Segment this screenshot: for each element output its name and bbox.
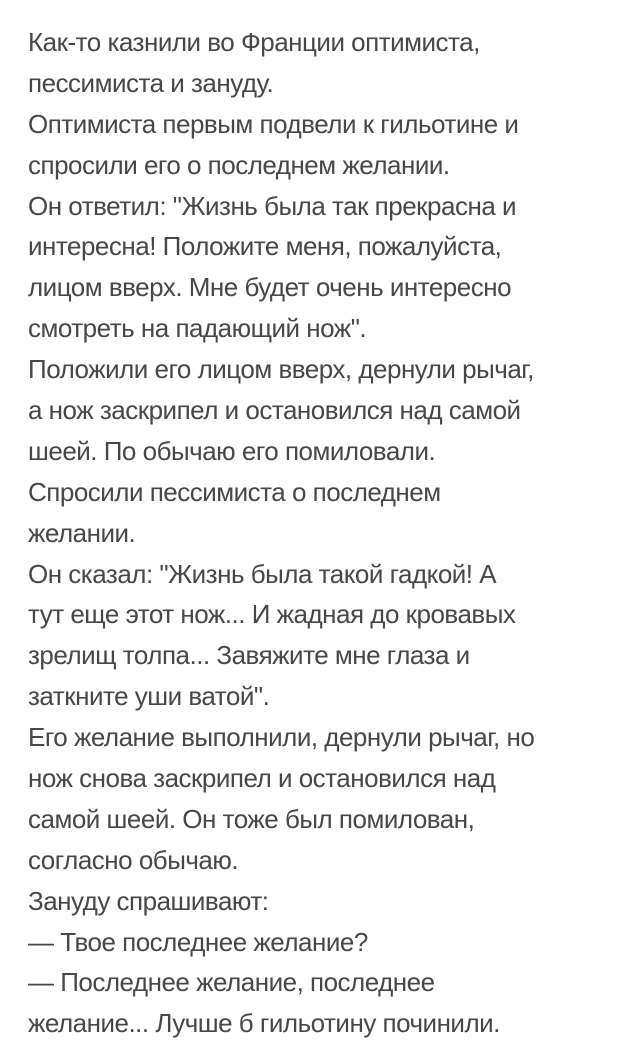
text-line: зрелищ толпа... Завяжите мне глаза и — [28, 640, 470, 671]
text-line: желании. — [28, 517, 136, 548]
text-line: Он сказал: "Жизнь была такой гадкой! А — [28, 558, 497, 589]
text-line: лицом вверх. Мне будет очень интересно — [28, 272, 512, 303]
text-line: нож снова заскрипел и остановился над — [28, 763, 496, 794]
text-line: пессимиста и зануду. — [28, 67, 274, 98]
text-line: интересна! Положите меня, пожалуйста, — [28, 231, 502, 262]
text-line: смотреть на падающий нож". — [28, 313, 367, 344]
text-line: спросили его о последнем желании. — [28, 149, 450, 180]
text-line: шеей. По обычаю его помиловали. — [28, 435, 436, 466]
text-line: согласно обычаю. — [28, 844, 239, 875]
text-line: желание... Лучше б гильотину починили. — [28, 1008, 500, 1039]
text-line: Как-то казнили во Франции оптимиста, — [28, 27, 480, 57]
text-line: Спросили пессимиста о последнем — [28, 476, 441, 507]
text-line: а нож заскрипел и остановился над самой — [28, 395, 521, 426]
text-line: Положили его лицом вверх, дернули рычаг, — [28, 354, 534, 385]
text-line: тут еще этот нож... И жадная до кровавых — [28, 599, 516, 630]
text-line: заткните уши ватой". — [28, 681, 270, 712]
text-line: самой шеей. Он тоже был помилован, — [28, 803, 475, 834]
text-line: Его желание выполнили, дернули рычаг, но — [28, 722, 535, 753]
text-line: Оптимиста первым подвели к гильотине и — [28, 108, 519, 139]
text-line: Он ответил: "Жизнь была так прекрасна и — [28, 190, 517, 221]
text-line: — Твое последнее желание? — [28, 926, 368, 957]
text-line: Зануду спрашивают: — [28, 885, 269, 916]
text-line: — Последнее желание, последнее — [28, 967, 435, 998]
